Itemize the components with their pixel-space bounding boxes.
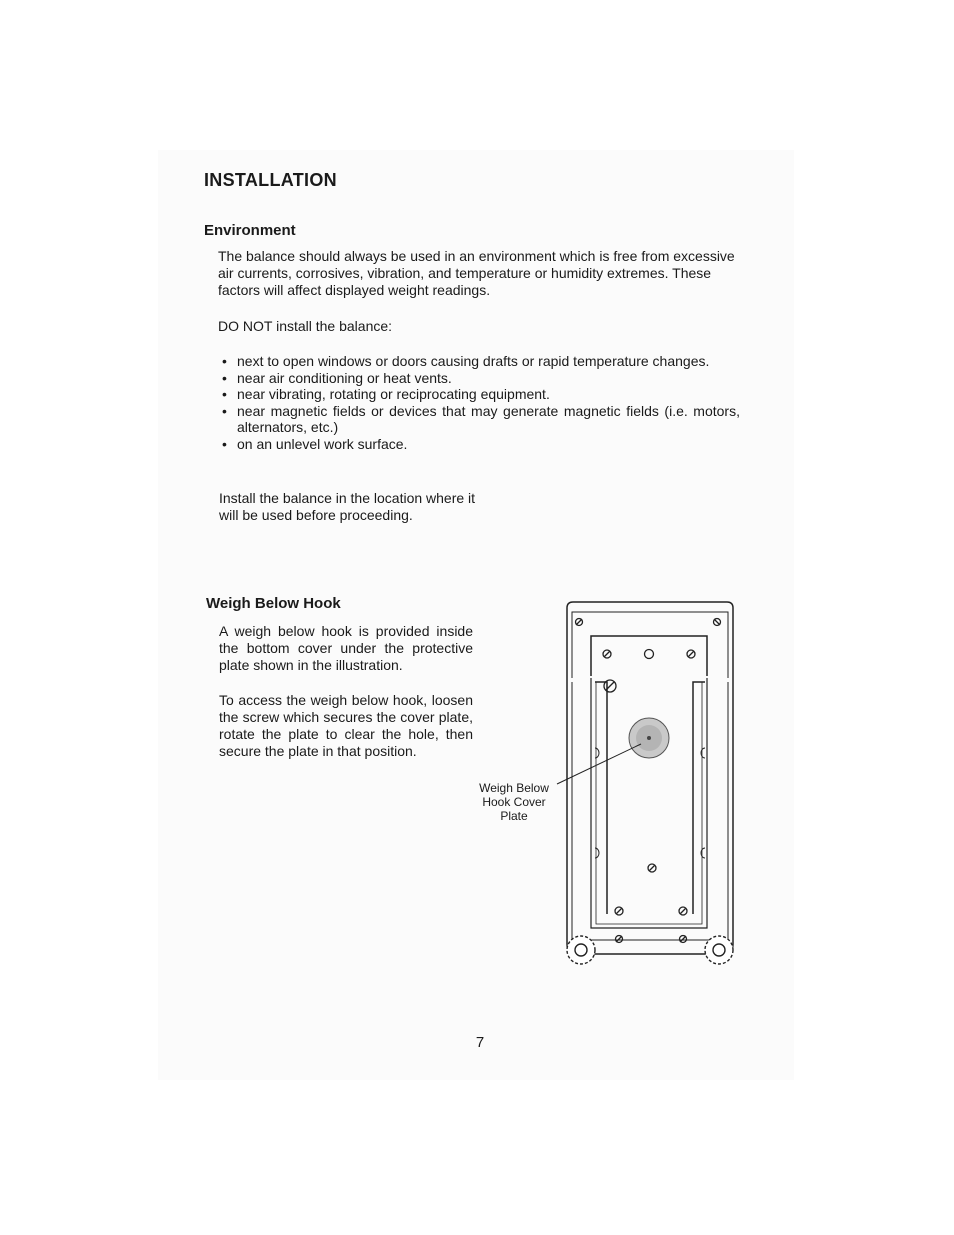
warning-list — [218, 353, 740, 452]
list-item: • near air conditioning or heat vents. — [218, 370, 740, 387]
balance-bottom-diagram — [555, 598, 745, 978]
install-note: Install the balance in the location where it will be used before proceeding. — [219, 490, 476, 523]
list-item: • on an unlevel work surface. — [218, 436, 740, 453]
left-rail — [595, 682, 607, 914]
hook-paragraph-1: A weigh below hook is provided inside the bottom cover under the protective plate shown in the illustration. — [219, 623, 473, 673]
cover-plate-callout: Weigh Below Hook Cover Plate — [479, 781, 549, 823]
environment-heading: Environment — [204, 222, 296, 239]
environment-intro: The balance should always be used in an environment which is free from excessive air currents, corrosives, vibration, and temperature or humidity extremes. These factors will affect displayed weight readings. — [218, 248, 735, 298]
warning-text: DO NOT install the balance: — [218, 318, 393, 334]
right-rail — [693, 682, 705, 914]
hook-paragraph-2: To access the weigh below hook, loosen the screw which secures the cover plate, rotate the plate to clear the hole, then secure the plate in that position. — [219, 692, 473, 759]
section-title: INSTALLATION — [204, 170, 337, 190]
page-number: 7 — [475, 1034, 485, 1051]
top-cover-outline — [567, 602, 733, 678]
list-item: • next to open windows or doors causing drafts or rapid temperature changes. — [218, 353, 740, 370]
screw-icon — [645, 650, 654, 659]
callout-leader-line — [557, 744, 641, 784]
list-item: • near vibrating, rotating or reciprocating equipment. — [218, 386, 740, 403]
list-item: • near magnetic fields or devices that may generate magnetic fields (i.e. motors, alternators, etc.) — [218, 403, 740, 436]
weigh-below-hook-heading: Weigh Below Hook — [206, 595, 341, 612]
